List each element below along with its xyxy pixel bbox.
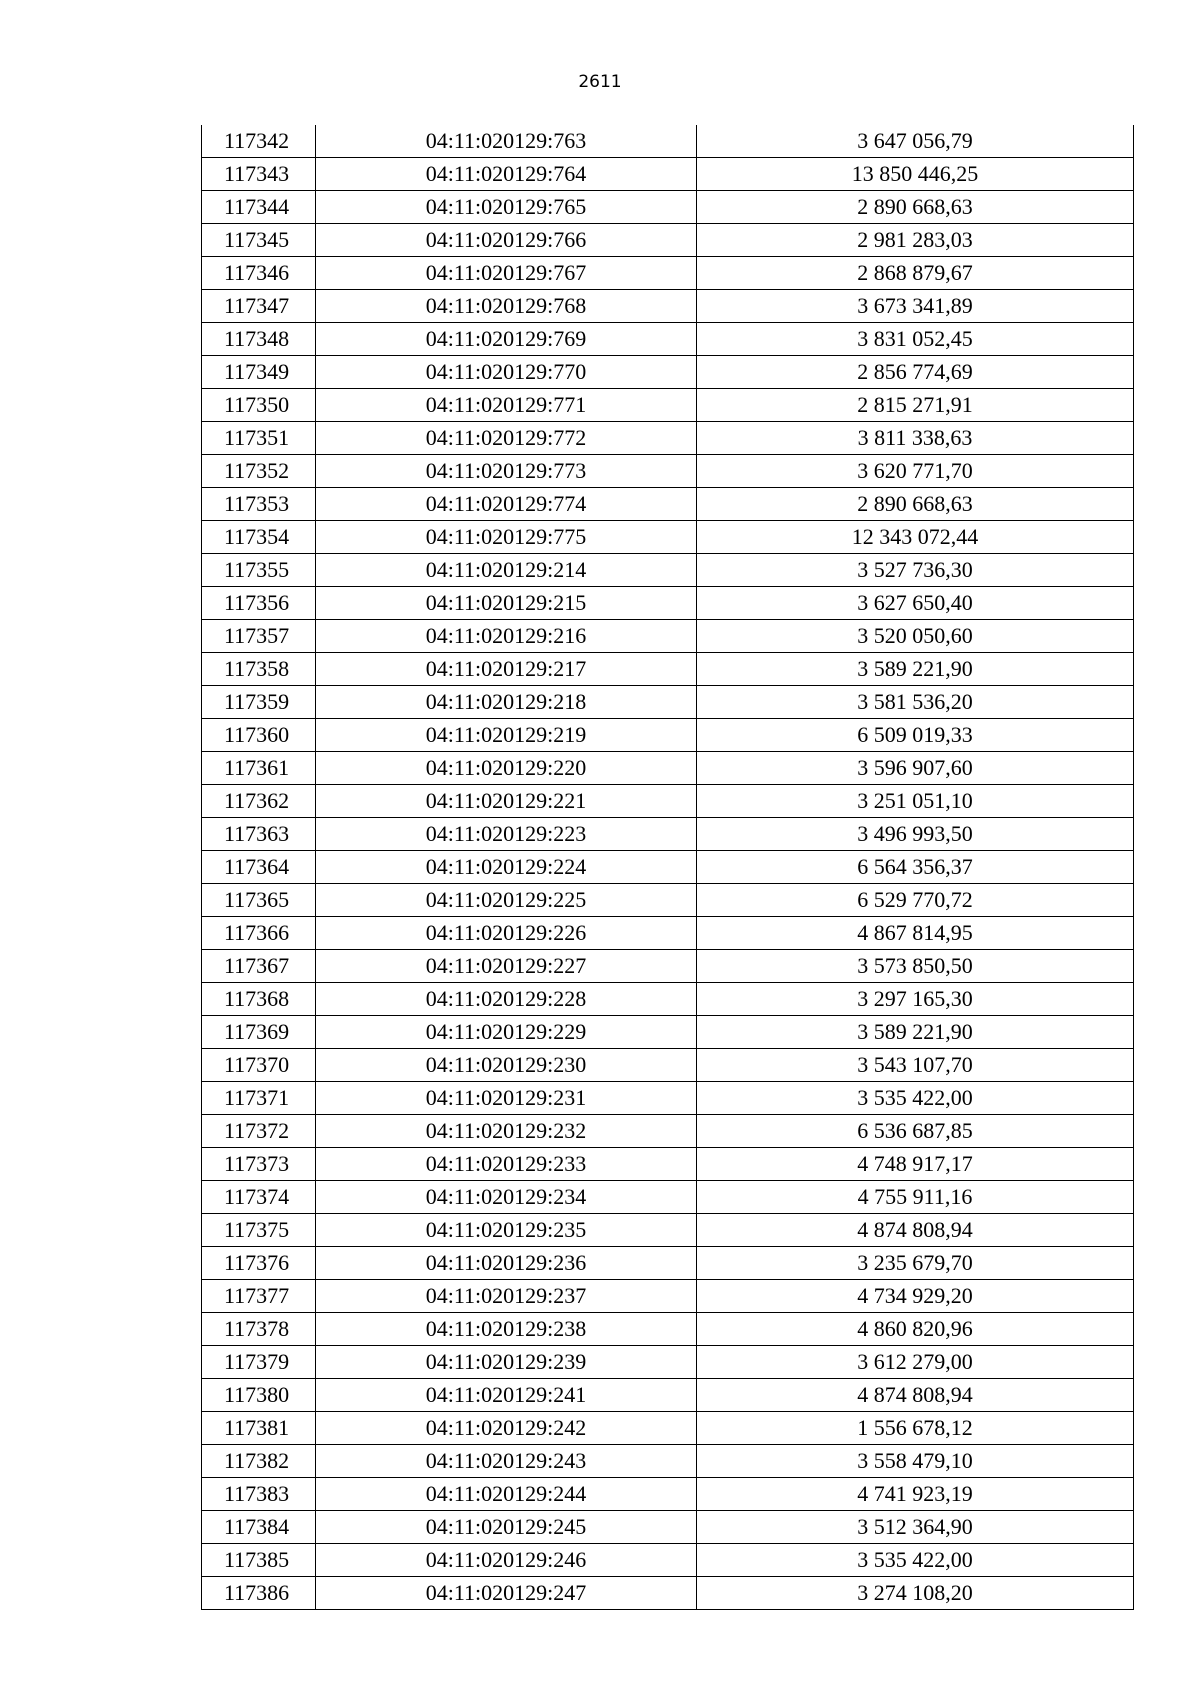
row-number-cell: 117381 [202,1412,316,1445]
row-number-cell: 117377 [202,1280,316,1313]
cadastral-number-cell: 04:11:020129:775 [316,521,697,554]
row-number-cell: 117345 [202,224,316,257]
table-row [202,983,1134,1016]
cadastral-value-cell: 3 673 341,89 [697,290,1134,323]
table-row [202,290,1134,323]
cadastral-value-cell: 6 509 019,33 [697,719,1134,752]
cadastral-value-cell: 1 556 678,12 [697,1412,1134,1445]
cadastral-number-cell: 04:11:020129:228 [316,983,697,1016]
table-row [202,1544,1134,1577]
row-number-cell: 117357 [202,620,316,653]
table-row [202,1478,1134,1511]
row-number-cell: 117348 [202,323,316,356]
cadastral-value-cell: 4 741 923,19 [697,1478,1134,1511]
row-number-cell: 117373 [202,1148,316,1181]
row-number-cell: 117351 [202,422,316,455]
table-row [202,455,1134,488]
cadastral-number-cell: 04:11:020129:765 [316,191,697,224]
cadastral-value-cell: 4 734 929,20 [697,1280,1134,1313]
cadastral-number-cell: 04:11:020129:232 [316,1115,697,1148]
cadastral-number-cell: 04:11:020129:227 [316,950,697,983]
table-row [202,1379,1134,1412]
row-number-cell: 117375 [202,1214,316,1247]
table-row [202,1346,1134,1379]
table-row [202,389,1134,422]
row-number-cell: 117385 [202,1544,316,1577]
cadastral-number-cell: 04:11:020129:235 [316,1214,697,1247]
cadastral-number-cell: 04:11:020129:218 [316,686,697,719]
table-row [202,1577,1134,1610]
table-row [202,224,1134,257]
row-number-cell: 117382 [202,1445,316,1478]
row-number-cell: 117356 [202,587,316,620]
row-number-cell: 117346 [202,257,316,290]
table-row [202,1511,1134,1544]
cadastral-number-cell: 04:11:020129:772 [316,422,697,455]
cadastral-number-cell: 04:11:020129:766 [316,224,697,257]
cadastral-value-cell: 3 573 850,50 [697,950,1134,983]
cadastral-number-cell: 04:11:020129:241 [316,1379,697,1412]
cadastral-value-cell: 6 529 770,72 [697,884,1134,917]
cadastral-value-cell: 2 856 774,69 [697,356,1134,389]
cadastral-value-cell: 4 748 917,17 [697,1148,1134,1181]
cadastral-value-cell: 3 235 679,70 [697,1247,1134,1280]
table-row [202,851,1134,884]
table-row [202,554,1134,587]
cadastral-value-cell: 2 815 271,91 [697,389,1134,422]
cadastral-number-cell: 04:11:020129:214 [316,554,697,587]
cadastral-number-cell: 04:11:020129:764 [316,158,697,191]
row-number-cell: 117342 [202,125,316,158]
row-number-cell: 117350 [202,389,316,422]
row-number-cell: 117353 [202,488,316,521]
row-number-cell: 117359 [202,686,316,719]
cadastral-value-cell: 2 890 668,63 [697,191,1134,224]
cadastral-value-cell: 2 981 283,03 [697,224,1134,257]
cadastral-number-cell: 04:11:020129:231 [316,1082,697,1115]
cadastral-value-cell: 13 850 446,25 [697,158,1134,191]
cadastral-number-cell: 04:11:020129:770 [316,356,697,389]
table-row [202,1148,1134,1181]
cadastral-number-cell: 04:11:020129:234 [316,1181,697,1214]
cadastral-number-cell: 04:11:020129:215 [316,587,697,620]
table-row [202,356,1134,389]
cadastral-number-cell: 04:11:020129:773 [316,455,697,488]
cadastral-number-cell: 04:11:020129:246 [316,1544,697,1577]
table-row [202,1082,1134,1115]
table-row [202,1280,1134,1313]
cadastral-value-cell: 6 536 687,85 [697,1115,1134,1148]
row-number-cell: 117370 [202,1049,316,1082]
row-number-cell: 117366 [202,917,316,950]
row-number-cell: 117374 [202,1181,316,1214]
table-row [202,1214,1134,1247]
table-row [202,1115,1134,1148]
row-number-cell: 117367 [202,950,316,983]
table-row [202,488,1134,521]
table-row [202,1049,1134,1082]
cadastral-value-cell: 3 558 479,10 [697,1445,1134,1478]
table-row [202,686,1134,719]
cadastral-number-cell: 04:11:020129:225 [316,884,697,917]
table-row [202,191,1134,224]
cadastral-number-cell: 04:11:020129:242 [316,1412,697,1445]
cadastral-value-cell: 4 860 820,96 [697,1313,1134,1346]
row-number-cell: 117372 [202,1115,316,1148]
cadastral-value-cell: 3 589 221,90 [697,1016,1134,1049]
row-number-cell: 117358 [202,653,316,686]
row-number-cell: 117355 [202,554,316,587]
table-row [202,818,1134,851]
cadastral-value-cell: 3 612 279,00 [697,1346,1134,1379]
table-row [202,1313,1134,1346]
cadastral-value-cell: 3 581 536,20 [697,686,1134,719]
cadastral-value-cell: 6 564 356,37 [697,851,1134,884]
row-number-cell: 117362 [202,785,316,818]
cadastral-value-cell: 3 527 736,30 [697,554,1134,587]
cadastral-value-cell: 4 874 808,94 [697,1379,1134,1412]
row-number-cell: 117386 [202,1577,316,1610]
row-number-cell: 117343 [202,158,316,191]
table-row [202,950,1134,983]
cadastral-number-cell: 04:11:020129:774 [316,488,697,521]
row-number-cell: 117380 [202,1379,316,1412]
cadastral-number-cell: 04:11:020129:229 [316,1016,697,1049]
cadastral-value-cell: 3 596 907,60 [697,752,1134,785]
row-number-cell: 117379 [202,1346,316,1379]
cadastral-number-cell: 04:11:020129:238 [316,1313,697,1346]
cadastral-value-cell: 4 755 911,16 [697,1181,1134,1214]
cadastral-number-cell: 04:11:020129:247 [316,1577,697,1610]
cadastral-number-cell: 04:11:020129:220 [316,752,697,785]
cadastral-number-cell: 04:11:020129:233 [316,1148,697,1181]
cadastral-value-cell: 2 890 668,63 [697,488,1134,521]
table-row [202,422,1134,455]
cadastral-value-cell: 12 343 072,44 [697,521,1134,554]
row-number-cell: 117361 [202,752,316,785]
table-row [202,752,1134,785]
cadastral-value-cell: 3 520 050,60 [697,620,1134,653]
cadastral-value-cell: 3 512 364,90 [697,1511,1134,1544]
row-number-cell: 117363 [202,818,316,851]
table-row [202,785,1134,818]
row-number-cell: 117360 [202,719,316,752]
row-number-cell: 117384 [202,1511,316,1544]
cadastral-value-cell: 3 831 052,45 [697,323,1134,356]
cadastral-value-cell: 3 251 051,10 [697,785,1134,818]
row-number-cell: 117347 [202,290,316,323]
cadastral-number-cell: 04:11:020129:221 [316,785,697,818]
cadastral-value-cell: 3 543 107,70 [697,1049,1134,1082]
table-row [202,719,1134,752]
row-number-cell: 117383 [202,1478,316,1511]
table-row [202,917,1134,950]
table-row [202,125,1134,158]
table-row [202,158,1134,191]
cadastral-number-cell: 04:11:020129:224 [316,851,697,884]
cadastral-value-cell: 3 535 422,00 [697,1082,1134,1115]
cadastral-value-cell: 3 496 993,50 [697,818,1134,851]
cadastral-number-cell: 04:11:020129:245 [316,1511,697,1544]
table-body [202,125,1134,1610]
cadastral-value-cell: 4 874 808,94 [697,1214,1134,1247]
row-number-cell: 117364 [202,851,316,884]
row-number-cell: 117344 [202,191,316,224]
table-row [202,587,1134,620]
table-row [202,884,1134,917]
table-row [202,257,1134,290]
cadastral-number-cell: 04:11:020129:217 [316,653,697,686]
row-number-cell: 117371 [202,1082,316,1115]
page-number: 2611 [578,72,622,92]
cadastral-number-cell: 04:11:020129:769 [316,323,697,356]
table-row [202,1445,1134,1478]
table-row [202,1247,1134,1280]
cadastral-value-cell: 3 620 771,70 [697,455,1134,488]
cadastral-value-cell: 3 811 338,63 [697,422,1134,455]
table-row [202,1412,1134,1445]
row-number-cell: 117368 [202,983,316,1016]
table-row [202,653,1134,686]
table-row [202,620,1134,653]
cadastral-value-cell: 3 627 650,40 [697,587,1134,620]
cadastral-value-table [201,125,1134,1610]
cadastral-number-cell: 04:11:020129:230 [316,1049,697,1082]
cadastral-number-cell: 04:11:020129:767 [316,257,697,290]
row-number-cell: 117352 [202,455,316,488]
row-number-cell: 117349 [202,356,316,389]
table-row [202,1181,1134,1214]
cadastral-value-cell: 3 274 108,20 [697,1577,1134,1610]
row-number-cell: 117369 [202,1016,316,1049]
cadastral-number-cell: 04:11:020129:244 [316,1478,697,1511]
cadastral-number-cell: 04:11:020129:216 [316,620,697,653]
row-number-cell: 117376 [202,1247,316,1280]
cadastral-number-cell: 04:11:020129:219 [316,719,697,752]
row-number-cell: 117378 [202,1313,316,1346]
cadastral-number-cell: 04:11:020129:771 [316,389,697,422]
table-row [202,521,1134,554]
cadastral-number-cell: 04:11:020129:237 [316,1280,697,1313]
cadastral-number-cell: 04:11:020129:223 [316,818,697,851]
row-number-cell: 117354 [202,521,316,554]
table-row [202,1016,1134,1049]
cadastral-number-cell: 04:11:020129:763 [316,125,697,158]
cadastral-value-cell: 4 867 814,95 [697,917,1134,950]
cadastral-number-cell: 04:11:020129:226 [316,917,697,950]
cadastral-value-cell: 3 535 422,00 [697,1544,1134,1577]
cadastral-value-cell: 3 297 165,30 [697,983,1134,1016]
row-number-cell: 117365 [202,884,316,917]
cadastral-value-cell: 3 647 056,79 [697,125,1134,158]
cadastral-number-cell: 04:11:020129:239 [316,1346,697,1379]
table-row [202,323,1134,356]
cadastral-number-cell: 04:11:020129:236 [316,1247,697,1280]
cadastral-value-cell: 3 589 221,90 [697,653,1134,686]
cadastral-number-cell: 04:11:020129:243 [316,1445,697,1478]
cadastral-value-cell: 2 868 879,67 [697,257,1134,290]
cadastral-number-cell: 04:11:020129:768 [316,290,697,323]
